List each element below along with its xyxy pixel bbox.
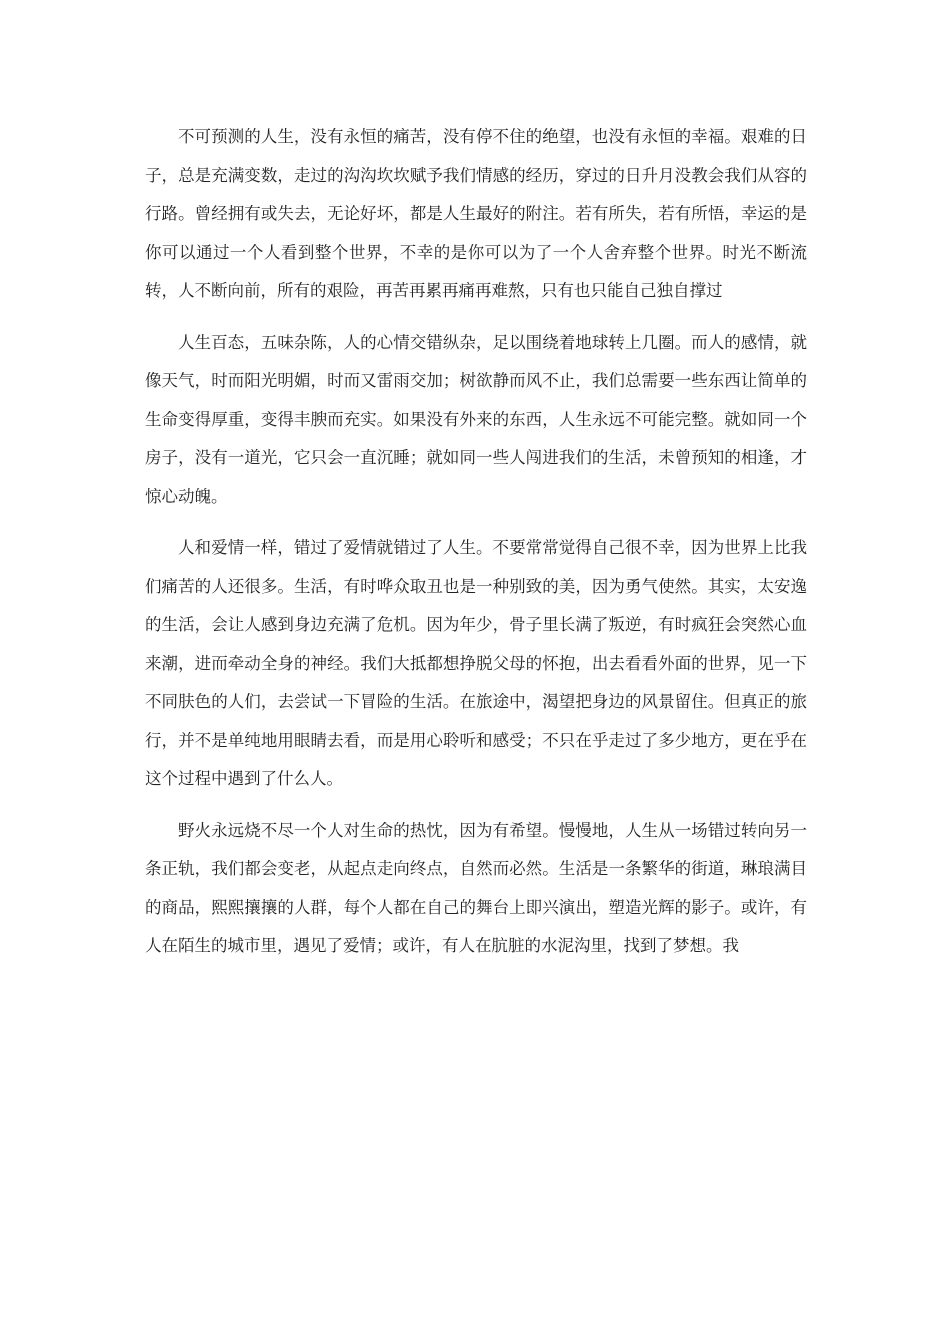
paragraph-4: 野火永远烧不尽一个人对生命的热忱，因为有希望。慢慢地，人生从一场错过转向另一条正轨，我们都会变老，从起点走向终点，自然而必然。生活是一条繁华的街道，琳琅满目的商品，熙熙攘攘的人群，每个人都在自己的舞台上即兴演出，塑造光辉的影子。或许，有人在陌生的城市里，遇见了爱情；或许，有人在肮脏的水泥沟里，找到了梦想。我: [145, 820, 807, 955]
paragraph-1: 不可预测的人生，没有永恒的痛苦，没有停不住的绝望，也没有永恒的幸福。艰难的日子，总是充满变数，走过的沟沟坎坎赋予我们情感的经历，穿过的日升月没教会我们从容的行路。曾经拥有或失去，无论好坏，都是人生最好的附注。若有所失，若有所悟，幸运的是你可以通过一个人看到整个世界，不幸的是你可以为了一个人舍弃整个世界。时光不断流转，人不断向前，所有的艰险，再苦再累再痛再难熬，只有也只能自己独自撑过: [145, 127, 807, 300]
paragraph-2: 人生百态，五味杂陈，人的心情交错纵杂，足以围绕着地球转上几圈。而人的感情，就像天气，时而阳光明媚，时而又雷雨交加；树欲静而风不止，我们总需要一些东西让简单的生命变得厚重，变得丰腴而充实。如果没有外来的东西，人生永远不可能完整。就如同一个房子，没有一道光，它只会一直沉睡；就如同一些人闯进我们的生活，未曾预知的相逢，才惊心动魄。: [145, 332, 807, 506]
paragraph-3: 人和爱情一样，错过了爱情就错过了人生。不要常常觉得自己很不幸，因为世界上比我们痛苦的人还很多。生活，有时哗众取丑也是一种别致的美，因为勇气使然。其实，太安逸的生活，会让人感到身边充满了危机。因为年少，骨子里长满了叛逆，有时疯狂会突然心血来潮，进而牵动全身的神经。我们大抵都想挣脱父母的怀抱，出去看看外面的世界，见一下不同肤色的人们，去尝试一下冒险的生活。在旅途中，渴望把身边的风景留住。但真正的旅行，并不是单纯地用眼睛去看，而是用心聆听和感受；不只在乎走过了多少地方，更在乎在这个过程中遇到了什么人。: [145, 538, 807, 788]
document-body: [145, 118, 807, 979]
